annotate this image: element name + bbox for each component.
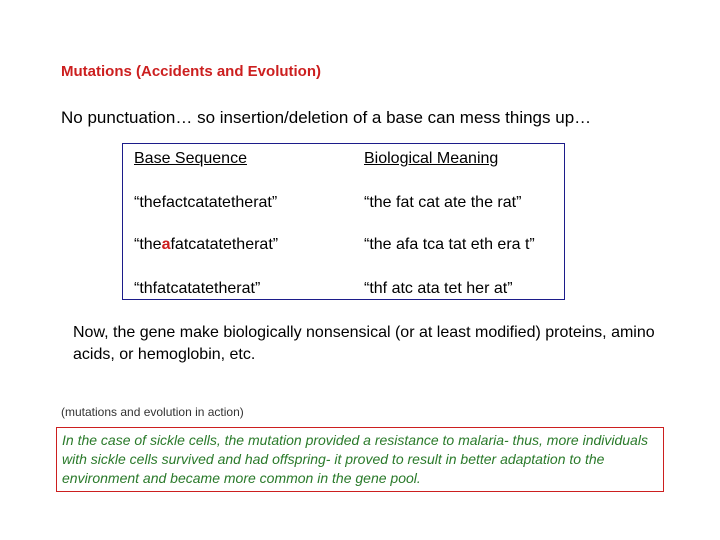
sequence-table — [122, 143, 565, 300]
slide-subtitle: No punctuation… so insertion/deletion of a base can mess things up… — [61, 108, 592, 127]
row-2-sequence-suffix: fatcatatetherat” — [170, 236, 279, 253]
row-2-sequence-prefix: “the — [134, 236, 162, 253]
consequence-paragraph: Now, the gene make biologically nonsensical (or at least modified) proteins, amino acids, or hemoglobin, etc. — [73, 324, 655, 363]
row-2-meaning: “the afa tca tat eth era t” — [364, 236, 535, 253]
row-1-meaning: “the fat cat ate the rat” — [364, 194, 522, 211]
slide-title: Mutations (Accidents and Evolution) — [61, 63, 322, 80]
sickle-cell-text: In the case of sickle cells, the mutation provided a resistance to malaria- thus, more individuals with sickle cells survived and had offspring- it proved to result in better adaptation to the environment and became more common in the gene pool. — [62, 432, 648, 486]
row-2-inserted-base: a — [161, 236, 171, 253]
header-biological-meaning: Biological Meaning — [364, 150, 499, 167]
sickle-cell-box — [56, 427, 664, 492]
row-3-meaning: “thf atc ata tet her at” — [364, 280, 513, 297]
row-3-sequence: “thfatcatatetherat” — [134, 280, 261, 297]
row-2-sequence — [134, 236, 278, 254]
evolution-note: (mutations and evolution in action) — [61, 405, 244, 419]
row-1-sequence: “thefactcatatetherat” — [134, 194, 278, 211]
header-base-sequence: Base Sequence — [134, 150, 247, 167]
